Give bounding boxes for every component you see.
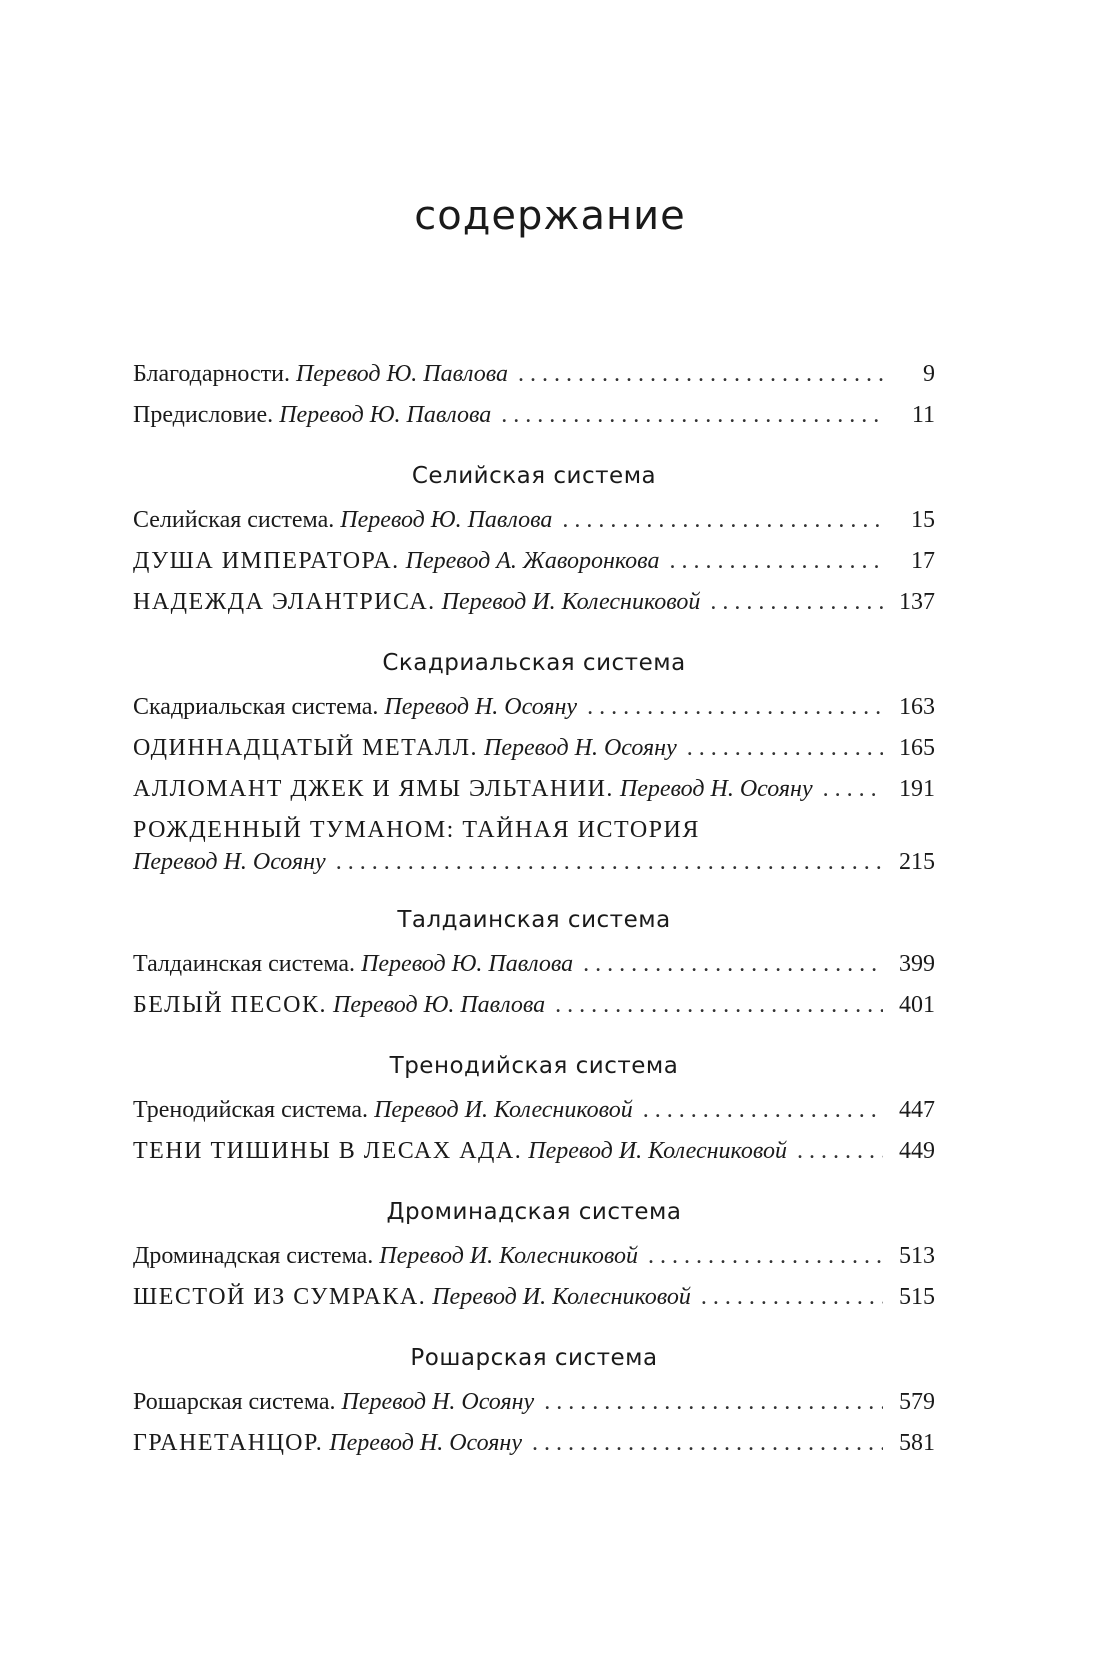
dot-leader — [669, 547, 883, 575]
toc-entry[interactable] — [133, 506, 935, 547]
entry-page-number: 401 — [899, 992, 935, 1018]
entry-title: Рошарская система. — [133, 1389, 336, 1415]
section-heading: Дроминадская система — [386, 1199, 682, 1225]
entry-page-number: 17 — [911, 548, 935, 574]
dot-leader — [643, 1096, 883, 1124]
dot-leader — [336, 848, 883, 876]
entry-title: ШЕСТОЙ ИЗ СУМРАКА. — [133, 1284, 427, 1310]
toc-entry[interactable] — [133, 1242, 935, 1283]
entry-translator: Перевод Ю. Павлова — [340, 507, 553, 533]
toc-entry[interactable] — [133, 1137, 935, 1178]
toc-section — [133, 647, 935, 886]
entry-page-number: 581 — [899, 1430, 935, 1456]
entry-page-number: 447 — [899, 1097, 935, 1123]
entry-translator: Перевод Н. Осояну — [329, 1430, 522, 1456]
entry-translator: Перевод И. Колесниковой — [441, 589, 701, 615]
toc-entry[interactable] — [133, 588, 935, 629]
dot-leader — [687, 734, 883, 762]
section-heading: Талдаинская система — [397, 907, 671, 933]
dot-leader — [710, 588, 883, 616]
entry-translator: Перевод И. Колесниковой — [374, 1097, 633, 1123]
entry-page-number: 165 — [899, 735, 935, 761]
toc-entry[interactable] — [133, 693, 935, 734]
entry-title: НАДЕЖДА ЭЛАНТРИСА. — [133, 589, 436, 615]
entry-translator: Перевод И. Колесниковой — [528, 1138, 787, 1164]
entry-title: Талдаинская система. — [133, 951, 356, 977]
entry-page-number: 163 — [899, 694, 935, 720]
dot-leader — [532, 1429, 883, 1457]
dot-leader — [501, 401, 883, 429]
toc-section — [133, 1342, 935, 1470]
toc-entry[interactable] — [133, 1283, 935, 1324]
entry-title: Дроминадская система. — [133, 1243, 374, 1269]
toc-entry[interactable] — [133, 1096, 935, 1137]
dot-leader — [544, 1388, 883, 1416]
toc-entry[interactable] — [133, 1388, 935, 1429]
dot-leader — [555, 991, 883, 1019]
entry-translator: Перевод Ю. Павлова — [333, 992, 546, 1018]
entry-page-number: 399 — [899, 951, 935, 977]
toc-entry[interactable] — [133, 401, 935, 442]
toc-section — [133, 1050, 935, 1178]
toc-entry[interactable] — [133, 547, 935, 588]
entry-page-number: 515 — [899, 1284, 935, 1310]
entry-page-number: 137 — [899, 589, 935, 615]
dot-leader — [797, 1137, 883, 1165]
toc-entry[interactable] — [133, 950, 935, 991]
dot-leader — [518, 360, 883, 388]
entry-page-number: 191 — [899, 776, 935, 802]
dot-leader — [562, 506, 883, 534]
entry-translator: Перевод А. Жаворонкова — [405, 548, 660, 574]
entry-title: Скадриальская система. — [133, 694, 379, 720]
toc-entry-two-line[interactable] — [133, 816, 935, 886]
toc-section — [133, 904, 935, 1032]
table-of-contents — [133, 360, 935, 1470]
toc-entry[interactable] — [133, 360, 935, 401]
entry-translator: Перевод Ю. Павлова — [295, 361, 509, 387]
section-heading: Тренодийская система — [389, 1053, 679, 1079]
entry-page-number: 579 — [899, 1389, 935, 1415]
entry-translator: Перевод Ю. Павлова — [279, 402, 492, 428]
entry-title: Тренодийская система. — [133, 1097, 369, 1123]
entry-title: ОДИННАДЦАТЫЙ МЕТАЛЛ. — [133, 735, 479, 761]
entry-page-number: 449 — [899, 1138, 935, 1164]
entry-page-number: 15 — [911, 507, 935, 533]
toc-entry[interactable] — [133, 1429, 935, 1470]
toc-section — [133, 460, 935, 629]
entry-translator: Перевод Н. Осояну — [133, 849, 326, 875]
entry-page-number: 9 — [923, 361, 935, 387]
entry-title: РОЖДЕННЫЙ ТУМАНОМ: ТАЙНАЯ ИСТОРИЯ — [133, 817, 700, 843]
entry-translator: Перевод Н. Осояну — [484, 735, 677, 761]
entry-translator: Перевод Н. Осояну — [384, 694, 578, 720]
entry-title: Благодарности. — [133, 361, 290, 387]
entry-page-number: 513 — [899, 1243, 935, 1269]
section-heading: Рошарская система — [410, 1345, 658, 1371]
entry-translator: Перевод Н. Осояну — [341, 1389, 535, 1415]
toc-entry[interactable] — [133, 734, 935, 775]
entry-page-number: 215 — [899, 849, 935, 875]
entry-title: Селийская система. — [133, 507, 335, 533]
entry-title: ГРАНЕТАНЦОР. — [133, 1430, 324, 1456]
page-title: содержание — [414, 193, 686, 239]
dot-leader — [701, 1283, 883, 1311]
toc-entry[interactable] — [133, 991, 935, 1032]
dot-leader — [583, 950, 883, 978]
entry-translator: Перевод Н. Осояну — [619, 776, 813, 802]
toc-section — [133, 1196, 935, 1324]
toc-entry[interactable] — [133, 775, 935, 816]
entry-translator: Перевод И. Колесниковой — [379, 1243, 638, 1269]
dot-leader — [648, 1242, 883, 1270]
entry-translator: Перевод Ю. Павлова — [361, 951, 574, 977]
entry-page-number: 11 — [911, 402, 935, 428]
dot-leader — [823, 775, 883, 803]
entry-title: АЛЛОМАНТ ДЖЕК И ЯМЫ ЭЛЬТАНИИ. — [133, 776, 614, 802]
entry-title: ТЕНИ ТИШИНЫ В ЛЕСАХ АДА. — [133, 1138, 523, 1164]
entry-title: ДУША ИМПЕРАТОРА. — [133, 548, 400, 574]
entry-translator: Перевод И. Колесниковой — [432, 1284, 691, 1310]
entry-title: БЕЛЫЙ ПЕСОК. — [133, 992, 328, 1018]
section-heading: Скадриальская система — [382, 650, 686, 676]
entry-title: Предисловие. — [133, 402, 274, 428]
section-heading: Селийская система — [411, 463, 657, 489]
dot-leader — [587, 693, 883, 721]
